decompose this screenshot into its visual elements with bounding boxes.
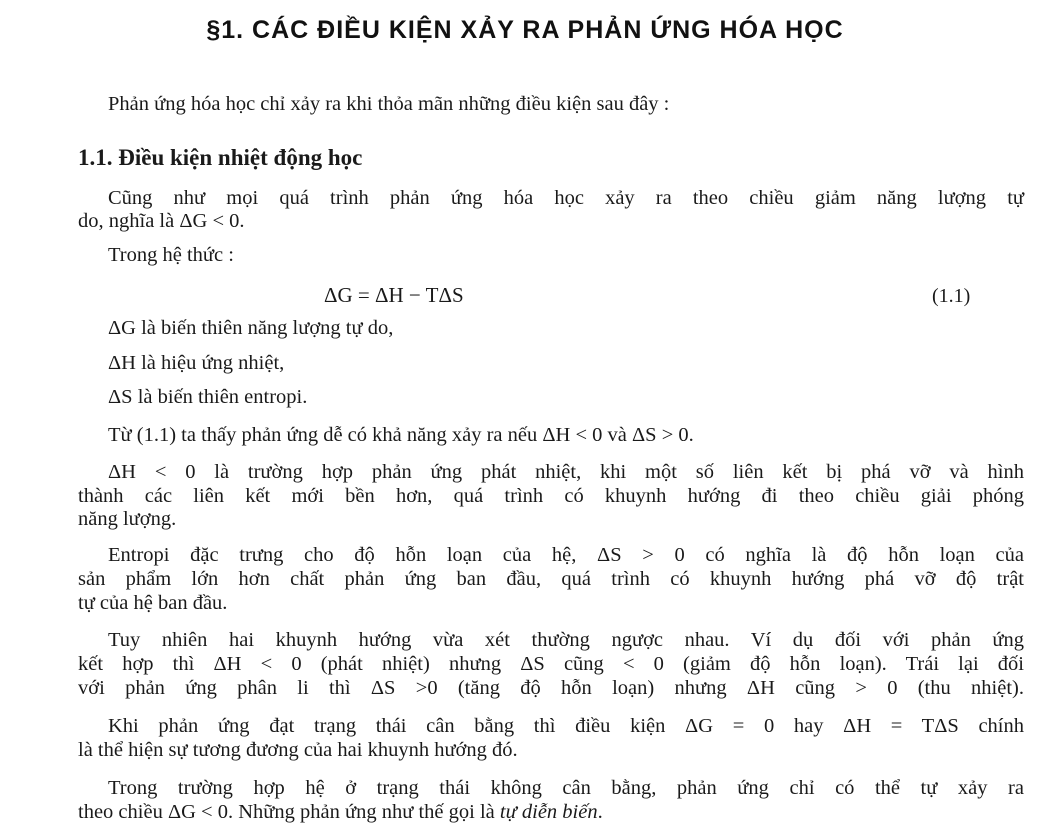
paragraph-line: sản phẩm lớn hơn chất phản ứng ban đầu, quá trình có khuynh hướng phá vỡ độ trật bbox=[78, 568, 1024, 590]
paragraph-line: thành các liên kết mới bền hơn, quá trình có khuynh hướng đi theo chiều giải phóng bbox=[78, 485, 1024, 507]
paragraph-text: theo chiều ΔG < 0. Những phản ứng như thế gọi là bbox=[78, 801, 500, 823]
paragraph-line: tự của hệ ban đầu. bbox=[78, 592, 228, 614]
page-title: §1. CÁC ĐIỀU KIỆN XẢY RA PHẢN ỨNG HÓA HỌC bbox=[206, 16, 844, 44]
definition-item: ΔS là biến thiên entropi. bbox=[108, 386, 308, 408]
equation-number: (1.1) bbox=[932, 285, 971, 307]
paragraph-text: . bbox=[597, 801, 603, 823]
paragraph-text: Từ (1.1) ta thấy phản ứng dễ có khả năng xảy ra nếu ΔH < 0 và ΔS > 0. bbox=[108, 424, 694, 446]
definition-item: ΔG là biến thiên năng lượng tự do, bbox=[108, 317, 394, 339]
paragraph-line: Trong trường hợp hệ ở trạng thái không cân bằng, phản ứng chỉ có thể tự xảy ra bbox=[108, 777, 1024, 799]
paragraph-line: với phản ứng phân li thì ΔS >0 (tăng độ hỗn loạn) nhưng ΔH cũng > 0 (thu nhiệt). bbox=[78, 677, 1024, 699]
paragraph-line: Khi phản ứng đạt trạng thái cân bằng thì điều kiện ΔG = 0 hay ΔH = TΔS chính bbox=[108, 715, 1024, 737]
paragraph-text: Trong hệ thức : bbox=[108, 244, 234, 266]
paragraph-line: do, nghĩa là ΔG < 0. bbox=[78, 210, 245, 232]
paragraph-line: là thể hiện sự tương đương của hai khuynh hướng đó. bbox=[78, 739, 518, 761]
intro-text: Phản ứng hóa học chỉ xảy ra khi thỏa mãn những điều kiện sau đây : bbox=[108, 93, 670, 115]
italic-term: tự diễn biến bbox=[499, 801, 598, 823]
paragraph-line bbox=[78, 802, 603, 823]
paragraph-line: Entropi đặc trưng cho độ hỗn loạn của hệ, ΔS > 0 có nghĩa là độ hỗn loạn của bbox=[108, 544, 1024, 566]
section-heading: 1.1. Điều kiện nhiệt động học bbox=[78, 145, 363, 170]
paragraph-line: kết hợp thì ΔH < 0 (phát nhiệt) nhưng ΔS cũng < 0 (giảm độ hỗn loạn). Trái lại đối bbox=[78, 653, 1024, 675]
paragraph-line: năng lượng. bbox=[78, 508, 177, 530]
paragraph-line: Tuy nhiên hai khuynh hướng vừa xét thường ngược nhau. Ví dụ đối với phản ứng bbox=[108, 629, 1024, 651]
paragraph-line: ΔH < 0 là trường hợp phản ứng phát nhiệt, khi một số liên kết bị phá vỡ và hình bbox=[108, 461, 1024, 483]
paragraph-line: Cũng như mọi quá trình phản ứng hóa học xảy ra theo chiều giảm năng lượng tự bbox=[108, 187, 1024, 209]
equation-formula: ΔG = ΔH − TΔS bbox=[324, 283, 464, 307]
definition-item: ΔH là hiệu ứng nhiệt, bbox=[108, 352, 285, 374]
